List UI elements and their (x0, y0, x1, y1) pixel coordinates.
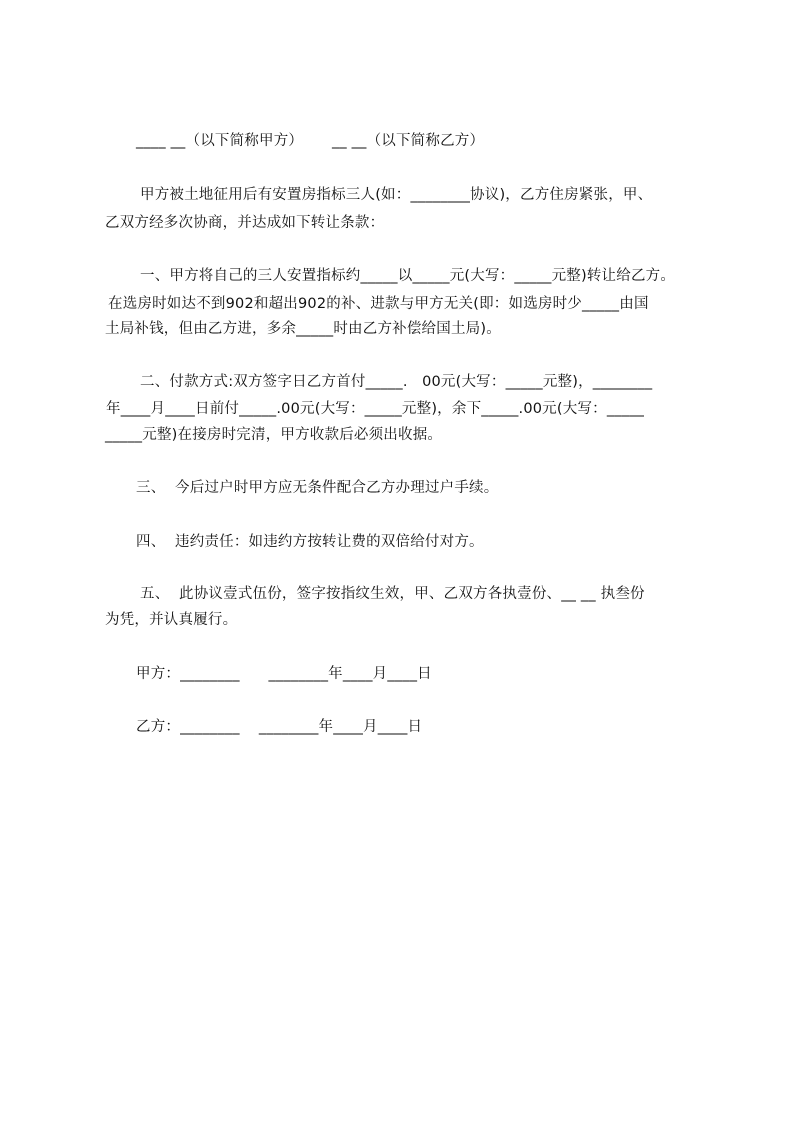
clause-1-line-1: 一、甲方将自己的三人安置指标约_____以_____元(大写：_____元整)转让给乙方。 (140, 268, 676, 284)
clause-3-line: 三、 今后过户时甲方应无条件配合乙方办理过户手续。 (136, 480, 499, 496)
clause-2-line-1: 二、付款方式:双方签字日乙方首付_____. 00元(大写：_____元整)，________ (140, 374, 653, 390)
clause-4-line: 四、 违约责任：如违约方按转让费的双倍给付对方。 (136, 534, 484, 550)
clause-5-line-2: 为凭，并认真履行。 (105, 612, 238, 628)
clause-1-line-2: 在选房时如达不到902和超出902的补、进款与甲方无关(即：如选房时少_____由国 (108, 296, 649, 312)
clause-2-line-3: _____元整)在接房时完清，甲方收款后必须出收据。 (105, 427, 443, 443)
clause-1-line-3: 土局补钱，但由乙方进，多余_____时由乙方补偿给国土局)。 (105, 321, 501, 337)
intro-line-2: 乙双方经多次协商，并达成如下转让条款： (105, 215, 385, 231)
signature-party-a: 甲方：________ ________年____月____日 (136, 666, 432, 682)
intro-line-1: 甲方被土地征用后有安置房指标三人(如：________协议)，乙方住房紧张，甲、 (140, 187, 653, 203)
signature-party-b: 乙方：________ ________年____月____日 (136, 719, 423, 735)
clause-5-line-1: 五、 此协议壹式伍份，签字按指纹生效，甲、乙双方各执壹份、__ __ 执叁份 (140, 586, 645, 602)
parties-line: ____ __（以下简称甲方） __ __（以下简称乙方） (136, 133, 485, 149)
clause-2-line-2: 年____月____日前付_____.00元(大写：_____元整)，余下_____.00元(大写：_____ (106, 401, 645, 417)
